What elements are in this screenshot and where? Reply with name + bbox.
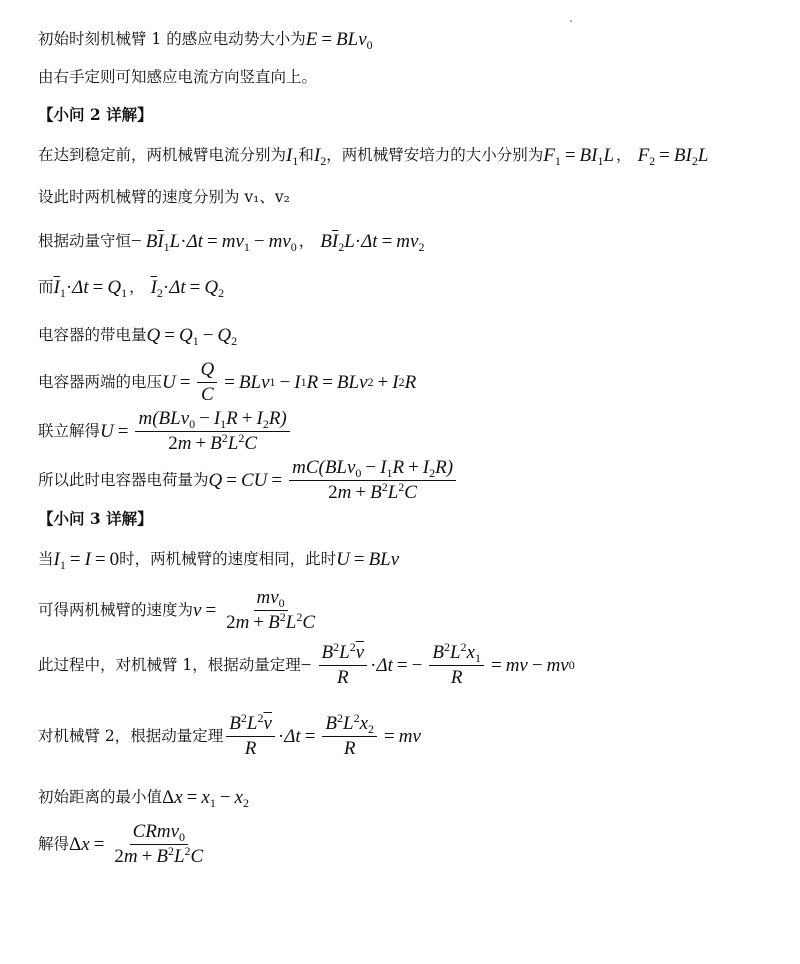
formula-impulse-1: − $\frac{B^2L^2\overline{v}}{R}$ · Δt = − $\frac{B^2L^2x_1}{R}$ = mv − mv 0 (300, 640, 575, 688)
formula-delta-x-result: Δ x = $\frac{CRmv_0}{2m + B^2L^2C}$ (69, 821, 204, 867)
line-initial-emf: 初始时刻机械臂 1 的感应电动势大小为 E = BLv$_0$ (38, 29, 373, 52)
section-heading-3: 【小问 3 详解】 (38, 509, 153, 528)
formula-q-result: Q = CU = $\frac{mC(BLv_0 - I_1R + I_2R)}{2m + B^2L^2C}$ (209, 458, 460, 503)
formula-q-diff: $Q = Q_1 - Q_2$ (146, 325, 238, 348)
line-impulse-arm2: 对机械臂 2，根据动量定理 $\frac{B^2L^2\overline{v}}{R}$ · Δt = $\frac{B^2L^2x_2}{R}$ = mv (38, 711, 421, 759)
formula-zero-current: $I_1 = I = 0$ (53, 549, 120, 572)
formula-f2: $F_2 = BI_2L$ (637, 145, 709, 168)
symbol-i2: $I_2$ (313, 145, 327, 168)
formula-u-blv: U = BLv (336, 549, 400, 570)
formula-emf: E = BLv$_0$ (305, 29, 373, 52)
line-capacitor-charge: 电容器的带电量 $Q = Q_1 - Q_2$ (38, 325, 238, 348)
section-heading-2: 【小问 2 详解】 (38, 105, 153, 124)
line-solve-u: 联立解得 U = $\frac{m(BLv_0 - I_1R + I_2R)}{2m + B^2L^2C}$ (38, 409, 293, 454)
formula-f1: $F_1 = BI_1L$ (543, 145, 615, 168)
scan-speck (570, 20, 572, 22)
formula-u-result: U = $\frac{m(BLv_0 - I_1R + I_2R)}{2m + B^2L^2C}$ (100, 409, 293, 454)
line-common-velocity: 可得两机械臂的速度为 v = $\frac{mv_0}{2m + B^2L^2C}$ (38, 588, 321, 633)
line-velocities: 设此时两机械臂的速度分别为 v₁、v₂ (38, 188, 290, 206)
formula-delta-x: $\Delta x = x_1 - x_2$ (162, 787, 249, 810)
formula-momentum-1: − $B\overline{I}_1L\cdot\Delta t = mv_1 - mv_0$ (131, 231, 297, 254)
line-current-direction: 由右手定则可知感应电流方向竖直向上。 (38, 68, 318, 86)
formula-q1: $\overline{I}_1\cdot\Delta t = Q_1$ (53, 277, 128, 300)
line-momentum: 根据动量守恒 − $B\overline{I}_1L\cdot\Delta t = mv_1 - mv_0$ ， $B\overline{I}_2L\cdot\Delta t = mv_2$ (38, 231, 425, 254)
formula-voltage: U = $\frac{Q}{C}$ = BLv 1 − I 1 R = BLv 2 + I 2 R (162, 359, 417, 405)
formula-q2: $\overline{I}_2\cdot\Delta t = Q_2$ (150, 277, 225, 300)
line-capacitor-voltage: 电容器两端的电压 U = $\frac{Q}{C}$ = BLv 1 − I 1 R = BLv 2 + I 2 R (38, 359, 417, 405)
line-final-result: 解得 Δ x = $\frac{CRmv_0}{2m + B^2L^2C}$ (38, 822, 209, 867)
line-currents-forces: 在达到稳定前，两机械臂电流分别为 $I_1$ 和 $I_2$ ，两机械臂安培力的大小分别为 $F_1 = BI_1L$ ， $F_2 = BI_2L$ (38, 145, 709, 168)
formula-impulse-2: $\frac{B^2L^2\overline{v}}{R}$ · Δt = $\frac{B^2L^2x_2}{R}$ = mv (223, 714, 421, 759)
line-min-distance: 初始距离的最小值 $\Delta x = x_1 - x_2$ (38, 787, 249, 810)
line-impulse-arm1: 此过程中，对机械臂 1，根据动量定理 − $\frac{B^2L^2\overline{v}}{R}$ · Δt = − $\frac{B^2L^2x_1}{R}$ = mv − mv 0 (38, 640, 575, 688)
formula-momentum-2: $B\overline{I}_2L\cdot\Delta t = mv_2$ (320, 231, 425, 254)
line-equal-speed: 当 $I_1 = I = 0$ 时，两机械臂的速度相同，此时 U = BLv (38, 549, 400, 572)
formula-v-result: v = $\frac{mv_0}{2m + B^2L^2C}$ (193, 587, 315, 633)
symbol-i1: $I_1$ (286, 145, 299, 168)
line-charge-integrals: 而 $\overline{I}_1\cdot\Delta t = Q_1$ ， $\overline{I}_2\cdot\Delta t = Q_2$ (38, 277, 225, 300)
line-charge-result: 所以此时电容器电荷量为 Q = CU = $\frac{mC(BLv_0 - I_1R + I_2R)}{2m + B^2L^2C}$ (38, 458, 459, 503)
